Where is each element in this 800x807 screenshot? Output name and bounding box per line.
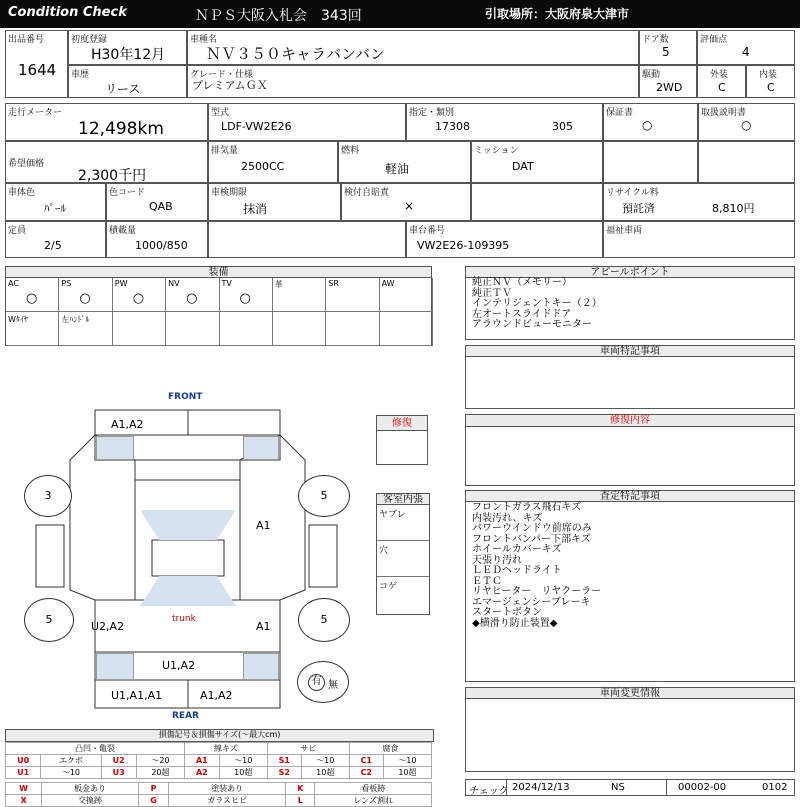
insurance: × <box>404 199 415 213</box>
score-box: 評価点 4 <box>697 30 795 65</box>
history-box: 車歴 リース <box>68 65 187 98</box>
lot-number: 1644 <box>18 61 57 79</box>
equipment-label: SR <box>328 279 339 288</box>
legend-desc: ～10 <box>301 755 349 767</box>
spare-present: 有 <box>308 674 325 691</box>
equipment-extra: 左ﾊﾝﾄﾞﾙ <box>61 315 90 324</box>
model: LDF-VW2E26 <box>221 120 292 133</box>
equipment-label: 革 <box>274 280 283 289</box>
legend-group: 線キズ <box>184 743 267 755</box>
doors: 5 <box>662 45 670 59</box>
classification: 305 <box>552 120 573 133</box>
appeal-title: アピールポイント <box>465 266 795 278</box>
grade-box: グレード・仕様 プレミアムＧＸ <box>187 65 639 98</box>
mission-box: ミッション DAT <box>471 141 603 183</box>
color-box: 車体色 ﾊﾟｰﾙ <box>5 183 106 221</box>
legend-desc: ～10 <box>219 755 267 767</box>
interior-hole: 穴 <box>377 541 429 577</box>
colorcode-box: 色コード QAB <box>106 183 208 221</box>
equipment-extra: Wﾀｲﾔ <box>8 315 28 324</box>
legend-desc: 10超 <box>219 767 267 779</box>
equipment-label: TV <box>221 279 232 288</box>
int-box: 内装 C <box>746 65 795 98</box>
designation-box: 指定・類別 17308 305 <box>406 103 603 141</box>
recycle-status: 預託済 <box>622 202 655 215</box>
inspection-text: フロントガラス飛石キズ 内装汚れ、キズ パワーウインドウ前席のみ フロントバンパー下部キズ ホイールカバーキズ 天張り汚れ ＬＥＤヘッドライト ＥＴＣ リヤヒーター リヤクーラー エマージェンシーブレーキ スタートボタン ◆横滑り防止装置◆ <box>465 502 795 682</box>
legend <box>5 729 432 807</box>
mileage-box: 走行メーター 12,498km <box>5 103 208 141</box>
legend-desc: ～20 <box>136 755 184 767</box>
equipment-value: ○ <box>79 291 91 306</box>
legend-code: A1 <box>184 755 219 767</box>
welfare-box: 福祉車両 <box>603 221 795 258</box>
disp-box: 排気量 2500CC <box>208 141 338 183</box>
legend-desc: ～10 <box>41 767 101 779</box>
mark-front-bumper: A1,A2 <box>111 418 144 431</box>
fuel: 軽油 <box>385 162 410 176</box>
lot-box: 出品番号 1644 <box>5 30 68 98</box>
legend-desc: 板金あり <box>42 783 139 795</box>
legend-code: A2 <box>184 767 219 779</box>
tire-front-right: 5 <box>298 475 350 517</box>
manual-box: 取扱説明書 ○ <box>698 103 795 141</box>
legend-code: S2 <box>267 767 301 779</box>
equipment-title: 装備 <box>5 266 432 278</box>
name-box: 車種名 ＮＶ３５０キャラバンバン <box>187 30 639 65</box>
repair-content-title: 修復内容 <box>465 414 795 427</box>
history: リース <box>105 82 141 96</box>
legend-desc: ガラスヒビ <box>169 795 286 807</box>
legend-desc: 看板跡 <box>315 783 432 795</box>
drive-box: 駆動 2WD <box>639 65 697 98</box>
glass-fl <box>96 436 134 460</box>
warranty: ○ <box>642 118 653 132</box>
legend-code: U1 <box>6 767 41 779</box>
equipment-label: NV <box>168 279 180 288</box>
footer-bar <box>465 779 795 796</box>
interior-tear: ヤブレ <box>377 505 429 541</box>
legend-desc: 10超 <box>301 767 349 779</box>
legend-desc: 交換跡 <box>42 795 139 807</box>
load-box: 積載量 1000/850 <box>106 221 208 258</box>
sheet-title: Condition Check <box>8 5 127 20</box>
legend-code: U3 <box>101 767 136 779</box>
price-box: 希望価格 2,300千円 <box>5 141 208 183</box>
equipment-value: ○ <box>186 291 198 306</box>
legend-table-2 <box>5 782 432 807</box>
rear-label: REAR <box>172 711 199 721</box>
legend-code: U2 <box>101 755 136 767</box>
mission: DAT <box>512 160 534 173</box>
capacity: 2/5 <box>44 239 62 252</box>
model-box: 型式 LDF-VW2E26 <box>208 103 406 141</box>
equipment-label: AW <box>381 279 395 288</box>
drive: 2WD <box>656 81 683 94</box>
inspector: NS <box>611 782 625 793</box>
legend-code: L <box>286 795 315 807</box>
mark-right-rear: A1 <box>256 620 271 633</box>
manual: ○ <box>741 118 752 132</box>
inspect-box: 車検期限 抹消 <box>208 183 341 221</box>
check-label: チェック <box>469 786 509 797</box>
blank-box <box>603 141 698 183</box>
glass-fr <box>243 436 279 460</box>
legend-table <box>5 742 432 779</box>
legend-desc: レンズ割れ <box>315 795 432 807</box>
doors-box: ドア数 5 <box>639 30 697 65</box>
interior-title: 客室内張 <box>376 493 430 505</box>
recycle-amount: 8,810円 <box>712 202 755 215</box>
legend-code: K <box>286 783 315 795</box>
mileage: 12,498km <box>78 119 164 139</box>
legend-desc: ～10 <box>383 755 431 767</box>
check-date: 2024/12/13 <box>512 782 570 793</box>
warranty-box: 保証書 ○ <box>603 103 698 141</box>
chassis-box: 車台番号 VW2E26-109395 <box>406 221 603 258</box>
mark-rear-bottom-right: A1,A2 <box>200 689 233 702</box>
legend-code: U0 <box>6 755 41 767</box>
repair-content-body <box>465 427 795 486</box>
pickup-location: 引取場所：大阪府泉大津市 <box>485 7 630 21</box>
mark-rear-top: U1,A2 <box>162 659 196 672</box>
tire-front-left: 3 <box>24 475 72 517</box>
equipment-value: ○ <box>239 291 251 306</box>
legend-group: 凸凹・亀裂 <box>6 743 185 755</box>
special-title: 車両特記事項 <box>465 345 795 357</box>
ext-grade: C <box>718 81 726 94</box>
reg-box: 初度登録 H30年12月 <box>68 30 187 65</box>
legend-desc: 20超 <box>136 767 184 779</box>
special-body <box>465 357 795 409</box>
footer-code-1: 00002-00 <box>678 782 727 793</box>
equipment-label: AC <box>8 279 19 288</box>
price: 2,300千円 <box>78 168 147 184</box>
inspection-expiry: 抹消 <box>243 202 268 216</box>
load: 1000/850 <box>135 239 188 252</box>
registration: H30年12月 <box>91 47 166 63</box>
footer-code-2: 0102 <box>762 782 788 793</box>
color-code: QAB <box>149 200 173 213</box>
legend-code: X <box>6 795 42 807</box>
int-grade: C <box>767 81 775 94</box>
appeal-text: 純正ＮＶ（メモリー） 純正ＴＶ インテリジェントキー（２） 左オートスライドドア アラウンドビューモニター <box>465 278 795 340</box>
equipment-value: ○ <box>26 291 38 306</box>
glass-rl <box>96 653 134 680</box>
repair-title: 修復 <box>376 415 428 431</box>
score: 4 <box>742 45 750 59</box>
car-name: ＮＶ３５０キャラバンバン <box>206 45 385 63</box>
legend-group: 腐食 <box>349 743 431 755</box>
glass-rr <box>243 653 279 680</box>
mark-right-front: A1 <box>256 519 271 532</box>
insurance-box: 検付自賠責 × <box>341 183 471 221</box>
blank-box <box>471 183 603 221</box>
legend-desc: 塗装あり <box>169 783 286 795</box>
auction-title: ＮＰＳ大阪入札会 343回 <box>195 8 362 24</box>
inspection-title: 査定特記事項 <box>465 490 795 502</box>
chassis-number: VW2E26-109395 <box>417 239 510 252</box>
spare-none: 無 <box>328 680 338 691</box>
legend-code: C1 <box>349 755 383 767</box>
mark-left-rear: U2,A2 <box>91 620 125 633</box>
tire-rear-left: 5 <box>24 598 74 642</box>
trunk-label: trunk <box>172 614 196 624</box>
legend-desc: 10超 <box>383 767 431 779</box>
displacement: 2500CC <box>241 160 285 173</box>
grade: プレミアムＧＸ <box>192 79 268 92</box>
capacity-box: 定員 2/5 <box>5 221 106 258</box>
recycle-box: リサイクル料 預託済 8,810円 <box>603 183 795 221</box>
change-body <box>465 699 795 772</box>
tire-rear-right: 5 <box>298 598 350 642</box>
legend-desc: エクボ <box>41 755 101 767</box>
legend-code: P <box>138 783 168 795</box>
body-color: ﾊﾟｰﾙ <box>44 202 66 215</box>
equipment-label: PW <box>114 279 128 288</box>
legend-code: G <box>138 795 168 807</box>
legend-code: S1 <box>267 755 301 767</box>
legend-title: 損傷記号＆損傷サイズ(～最大cm) <box>5 729 434 742</box>
legend-group: サビ <box>267 743 349 755</box>
legend-code: C2 <box>349 767 383 779</box>
blank-box <box>698 141 795 183</box>
front-label: FRONT <box>168 392 203 402</box>
equipment-label: PS <box>61 279 72 288</box>
mark-rear-bottom-left: U1,A1,A1 <box>111 689 163 702</box>
ext-box: 外装 C <box>697 65 746 98</box>
designation: 17308 <box>435 120 470 133</box>
change-title: 車両変更情報 <box>465 687 795 699</box>
equipment-value: ○ <box>132 291 145 306</box>
legend-code: W <box>6 783 42 795</box>
spare-tire <box>297 661 349 703</box>
fuel-box: 燃料 軽油 <box>338 141 471 183</box>
interior-burn: コゲ <box>379 582 398 592</box>
